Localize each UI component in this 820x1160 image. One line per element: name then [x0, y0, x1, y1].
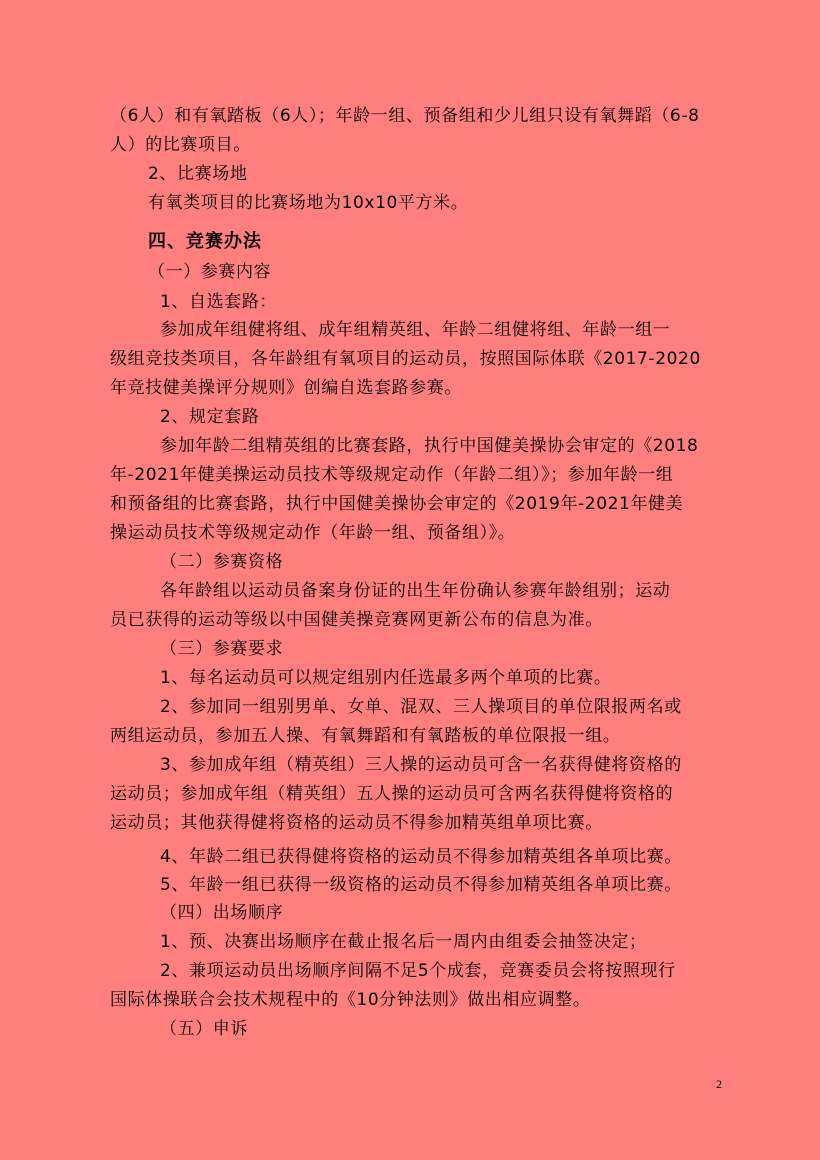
- text-line: 2、参加同一组别男单、女单、混双、三人操项目的单位限报两名或: [160, 697, 682, 717]
- section-subheading: （四）出场顺序: [160, 903, 284, 923]
- text-line: 1、每名运动员可以规定组别内任选最多两个单项的比赛。: [160, 668, 612, 688]
- section-subheading: （三）参赛要求: [160, 639, 284, 659]
- text-line: 1、自选套路：: [160, 292, 278, 312]
- text-line: 年竞技健美操评分规则》创编自选套路参赛。: [110, 378, 462, 398]
- text-line: （6人）和有氧踏板（6人）；年龄一组、预备组和少儿组只设有氧舞蹈（6-8: [110, 106, 700, 126]
- text-line: 员已获得的运动等级以中国健美操竞赛网更新公布的信息为准。: [110, 610, 603, 630]
- text-line: 参加年龄二组精英组的比赛套路，执行中国健美操协会审定的《2018: [160, 436, 699, 456]
- text-line: 两组运动员，参加五人操、有氧舞蹈和有氧踏板的单位限报一组。: [110, 726, 621, 746]
- text-line: 有氧类项目的比赛场地为10x10平方米。: [148, 193, 469, 213]
- text-line: 2、规定套路: [160, 407, 260, 427]
- section-subheading: （二）参赛资格: [160, 552, 284, 572]
- section-subheading: （五）申诉: [160, 1019, 248, 1039]
- section-subheading: （一）参赛内容: [148, 262, 272, 282]
- text-line: 和预备组的比赛套路，执行中国健美操协会审定的《2019年-2021年健美: [110, 494, 684, 514]
- text-line: 2、兼项运动员出场顺序间隔不足5个成套，竞赛委员会将按照现行: [160, 961, 676, 981]
- text-line: 运动员；其他获得健将资格的运动员不得参加精英组单项比赛。: [110, 813, 603, 833]
- text-line: 参加成年组健将组、成年组精英组、年龄二组健将组、年龄一组一: [160, 320, 671, 340]
- text-line: 运动员；参加成年组（精英组）五人操的运动员可含两名获得健将资格的: [110, 784, 674, 804]
- section-subheading: 2、比赛场地: [148, 164, 248, 184]
- text-line: 3、参加成年组（精英组）三人操的运动员可含一名获得健将资格的: [160, 755, 682, 775]
- text-line: 级组竞技类项目，各年龄组有氧项目的运动员，按照国际体联《2017-2020: [110, 349, 701, 369]
- text-line: 1、预、决赛出场顺序在截止报名后一周内由组委会抽签决定；: [160, 932, 647, 952]
- text-line: 人）的比赛项目。: [110, 135, 251, 155]
- text-line: 操运动员技术等级规定动作（年龄一组、预备组）》。: [110, 523, 516, 543]
- text-line: 各年龄组以运动员备案身份证的出生年份确认参赛年龄组别；运动: [160, 581, 671, 601]
- text-line: 国际体操联合会技术规程中的《10分钟法则》做出相应调整。: [110, 990, 591, 1010]
- text-line: 年-2021年健美操运动员技术等级规定动作（年龄二组）》；参加年龄一组: [110, 465, 674, 485]
- text-line: 5、年龄一组已获得一级资格的运动员不得参加精英组各单项比赛。: [160, 875, 682, 895]
- page-number: 2: [716, 1077, 722, 1091]
- text-line: 4、年龄二组已获得健将资格的运动员不得参加精英组各单项比赛。: [160, 847, 682, 867]
- section-heading: 四、竞赛办法: [148, 231, 262, 252]
